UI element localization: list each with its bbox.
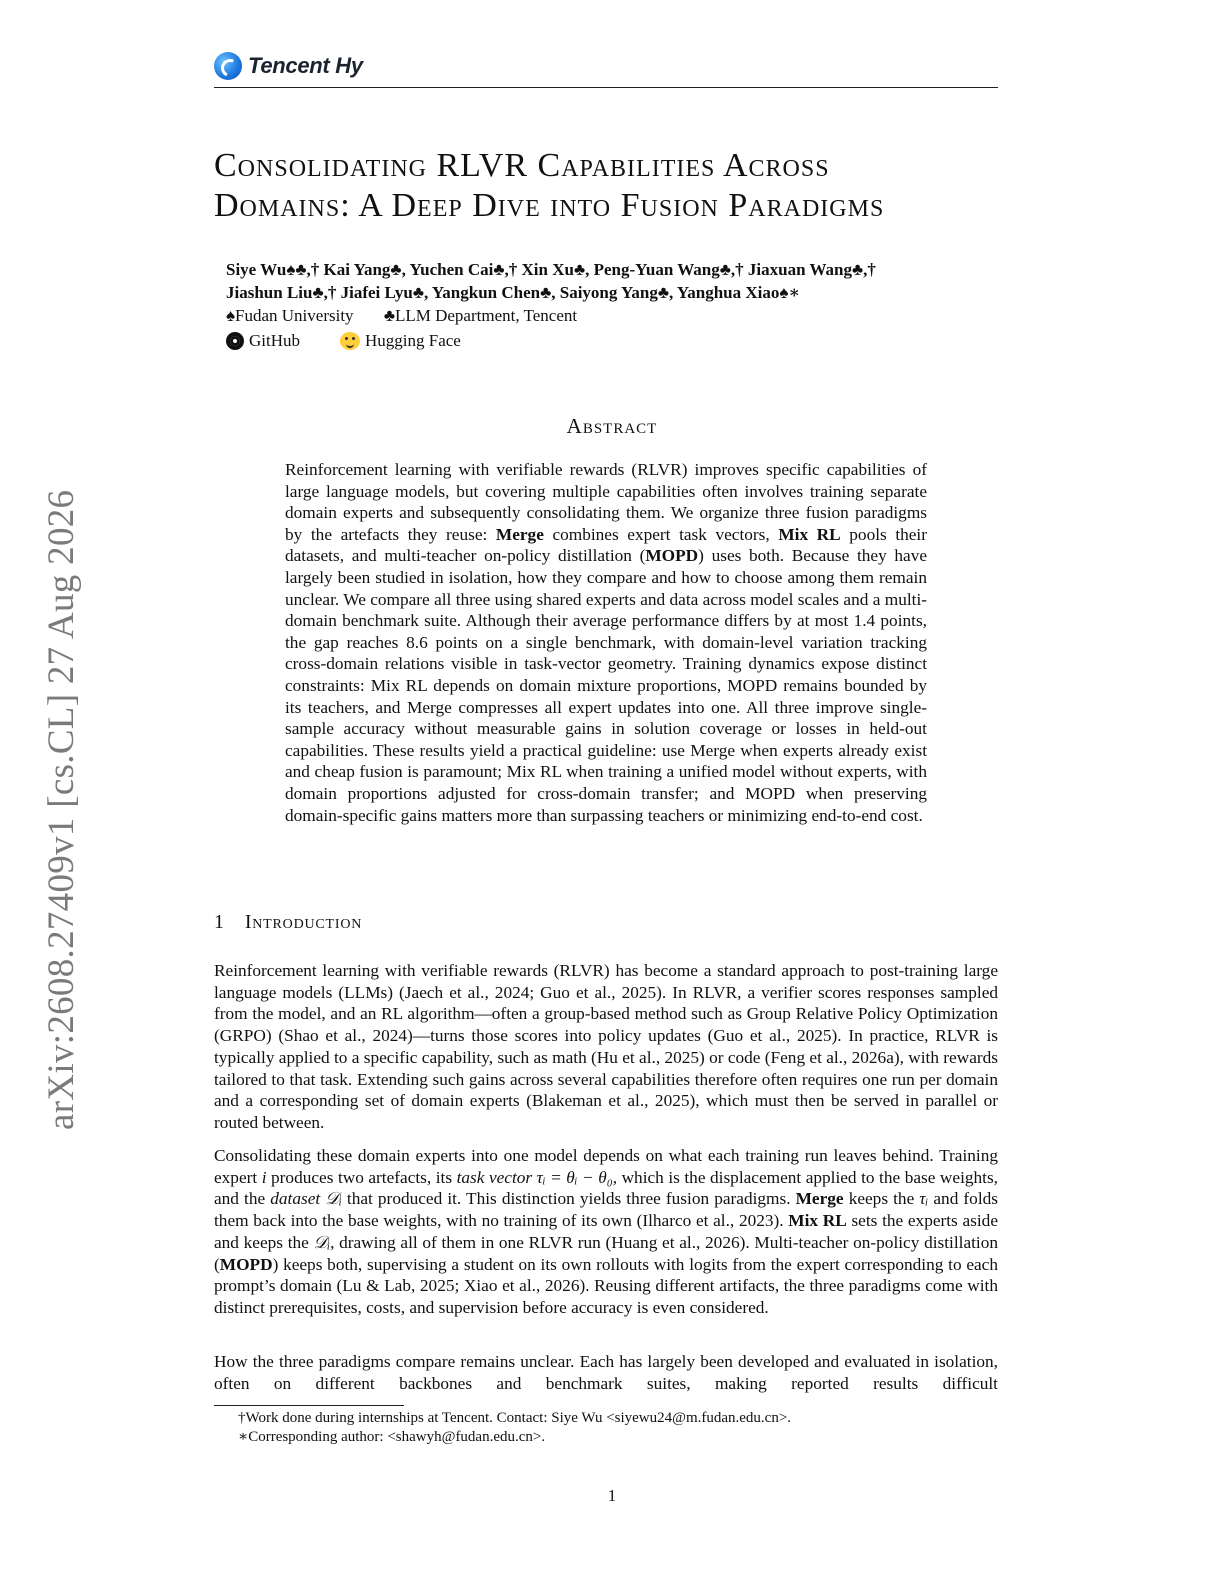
text-run: Consolidating these domain experts into one model depends on what each training run leaves behind. Training expert xyxy=(214,1146,998,1187)
abstract-merge-term: Merge xyxy=(495,524,544,544)
text-run: and folds them back into the base weights, with no training of its own (Ilharco et al., 2023). xyxy=(214,1189,998,1231)
abstract-part: pools their datasets, and multi-teacher on-policy distillation ( xyxy=(285,524,927,566)
title-line-1: Consolidating RLVR Capabilities Across xyxy=(214,147,830,184)
huggingface-label: Hugging Face xyxy=(365,331,461,350)
tencent-logo-icon xyxy=(214,52,242,80)
math-var: 𝒟ᵢ xyxy=(313,1232,331,1252)
section-heading-introduction xyxy=(214,911,362,934)
logo-text: Tencent Hy xyxy=(248,53,363,78)
section-title: Introduction xyxy=(244,911,363,933)
affiliations xyxy=(226,304,1016,327)
text-run: sets the experts aside and keeps the xyxy=(214,1211,998,1252)
page-number: 1 xyxy=(607,1486,617,1505)
github-label: GitHub xyxy=(249,331,300,350)
paper-title xyxy=(214,146,1014,226)
term-task-vector: task vector xyxy=(456,1167,533,1187)
intro-paragraph-2 xyxy=(214,1145,998,1319)
github-link[interactable] xyxy=(226,329,300,352)
intro-paragraph-1: Reinforcement learning with verifiable rewards (RLVR) has become a standard approach to post-training large language models (LLMs) (Jaech et al., 2024; Guo et al., 2025). In RLVR, a verifier scores responses sampled from the model, and an RL algorithm—often a group-based method such as Group Relative Policy Optimization (GRPO) (Shao et al., 2024)—turns those scores into policy updates (Guo et al., 2025). In practice, RLVR is typically applied to a specific capability, such as math (Hu et al., 2025) or code (Feng et al., 2026a), with rewards tailored to that task. Extending such gains across several capabilities therefore often requires one run per domain and a corresponding set of domain experts (Blakeman et al., 2025), which must then be served in parallel or routed between. xyxy=(214,961,998,1132)
affiliation-tencent: ♣LLM Department, Tencent xyxy=(383,306,578,325)
term-merge: Merge xyxy=(795,1189,844,1209)
text-run: ) keeps both, supervising a student on its own rollouts with logits from the expert corresponding to each prompt’s domain (Lu & Lab, 2025; Xiao et al., 2026). Reusing different artifacts, the three paradigms come with distinct prerequisites, costs, and supervision before accuracy is even considered. xyxy=(214,1254,998,1317)
abstract-text xyxy=(285,459,927,826)
footnote-rule xyxy=(214,1405,404,1406)
header-rule xyxy=(214,87,998,88)
section-number: 1 xyxy=(214,911,225,933)
footnote-1: †Work done during internships at Tencent. Contact: Siye Wu <siyewu24@m.fudan.edu.cn>. xyxy=(238,1410,792,1426)
text-run: produces two artefacts, its xyxy=(266,1167,457,1187)
footnote-2: ∗Corresponding author: <shawyh@fudan.edu.cn>. xyxy=(238,1429,546,1445)
term-mopd: MOPD xyxy=(219,1254,273,1274)
text-run: , drawing all of them in one RLVR run (Huang et al., 2026). Multi-teacher on-policy distillation ( xyxy=(214,1232,998,1274)
abstract-mopd-term: MOPD xyxy=(645,546,699,566)
resource-links xyxy=(226,329,1016,352)
abstract-part: ) uses both. Because they have largely been studied in isolation, how they compare and how to choose among them remain unclear. We compare all three using shared experts and data across model scales and a multi-domain benchmark suite. Although their average performance differs by at most 1.4 points, the gap reaches 8.6 points on a single benchmark, with domain-level variation tracking cross-domain relations visible in task-vector geometry. Training dynamics expose distinct constraints: Mix RL depends on domain mixture proportions, MOPD remains bounded by its teachers, and Merge compresses all expert updates into one. All three improve single-sample accuracy without measurable gains in solution coverage or losses in held-out capabilities. These results yield a practical guideline: use Merge when experts already exist and cheap fusion is paramount; Mix RL when training a unified model without experts, with domain proportions adjusted for cross-domain transfer; and MOPD when preserving domain-specific gains matters more than surpassing teachers or minimizing end-to-end cost. xyxy=(285,546,928,825)
term-mixrl: Mix RL xyxy=(788,1211,847,1231)
text-run: keeps the xyxy=(843,1189,920,1209)
intro-paragraph-3: How the three paradigms compare remains unclear. Each has largely been developed and evaluated in isolation, often on different backbones and benchmark suites, making reported results difficult xyxy=(214,1352,998,1393)
author-block xyxy=(226,258,1016,352)
abstract-part: combines expert task vectors, xyxy=(543,524,779,544)
abstract-part: Reinforcement learning with verifiable rewards (RLVR) improves specific capabilities of large language models, but covering multiple capabilities often involves training separate domain experts and subsequently consolidating them. We organize three fusion paradigms by the artefacts they reuse: xyxy=(285,460,927,544)
tencent-hy-logo xyxy=(214,52,363,80)
author-line-1: Siye Wu♠♣,† Kai Yang♣, Yuchen Cai♣,† Xin Xu♣, Peng-Yuan Wang♣,† Jiaxuan Wang♣,† xyxy=(226,260,876,279)
affiliation-fudan: ♠Fudan University xyxy=(226,306,354,325)
math-var: τᵢ xyxy=(919,1189,929,1209)
arxiv-stamp: arXiv:2608.27409v1 [cs.CL] 27 Aug 2026 xyxy=(41,489,82,1130)
hugging-face-icon xyxy=(340,332,360,350)
huggingface-link[interactable] xyxy=(340,329,461,352)
text-run: , which is the displacement applied to the base weights, and the xyxy=(214,1167,999,1209)
author-line-2: Jiashun Liu♣,† Jiafei Lyu♣, Yangkun Chen♣, Saiyong Yang♣, Yanghua Xiao♠∗ xyxy=(226,283,801,302)
title-line-2: Domains: A Deep Dive into Fusion Paradigms xyxy=(214,187,885,224)
term-dataset: dataset xyxy=(270,1189,321,1209)
footnotes xyxy=(238,1409,791,1447)
abstract-heading: Abstract xyxy=(566,414,658,438)
github-icon xyxy=(226,332,244,350)
math-var: 𝒟ᵢ xyxy=(320,1189,342,1209)
abstract-mixrl-term: Mix RL xyxy=(778,524,841,544)
math-eq: τᵢ = θᵢ − θ₀ xyxy=(532,1167,613,1187)
math-var: i xyxy=(261,1167,267,1187)
text-run: that produced it. This distinction yields three fusion paradigms. xyxy=(341,1189,796,1209)
